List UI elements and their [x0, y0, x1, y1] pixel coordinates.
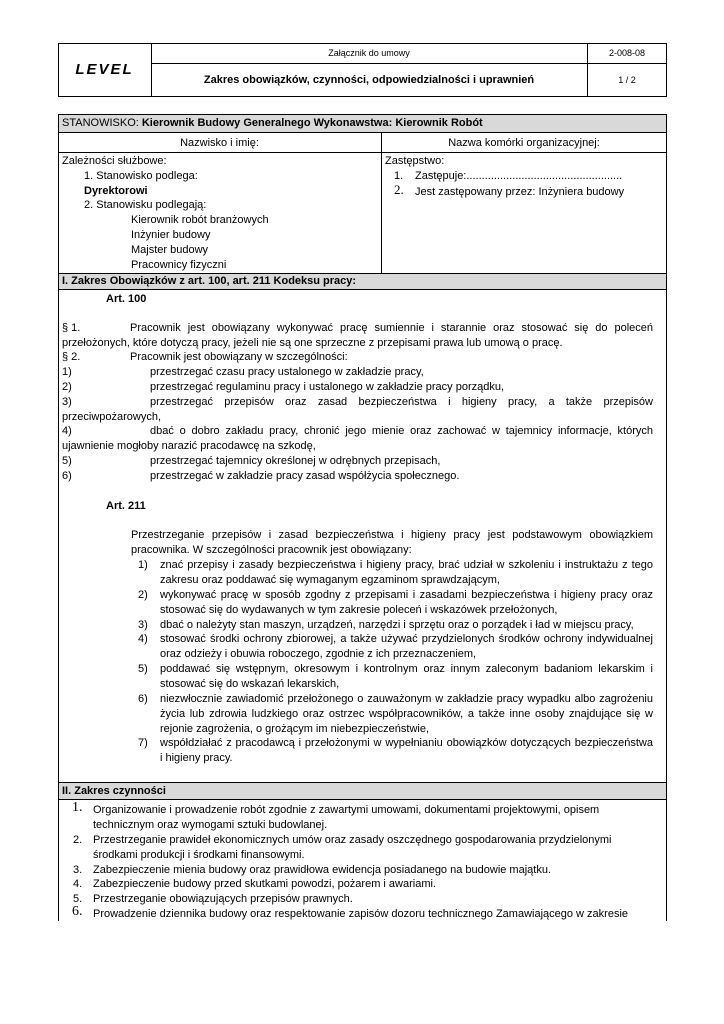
art211-heading: Art. 211	[106, 500, 146, 512]
duty-num: 5)	[138, 663, 148, 675]
obligation-line: przestrzegać w zakładzie pracy zasad współżycia społecznego.	[150, 470, 460, 482]
activity-num: 1.	[72, 800, 83, 815]
activity-num: 5.	[73, 893, 83, 905]
art211-intro-line: Przestrzeganie przepisów i zasad bezpieczeństwa i higieny pracy jest podstawowym obowiązkiem	[131, 529, 653, 541]
substitution-heading: Zastępstwo:	[385, 155, 445, 167]
name-label: Nazwisko i imię:	[180, 137, 259, 149]
duty-num: 4)	[138, 633, 148, 645]
paragraph1-line: Pracownik jest obowiązany wykonywać pracę sumiennie i starannie oraz stosować się do poleceń	[130, 322, 653, 334]
obligation-line: przestrzegać czasu pracy ustalonego w zakładzie pracy,	[150, 366, 424, 378]
duty-line: współdziałać z pracodawcą i przełożonymi w wypełnianiu obowiązków dotyczących bezpieczeństwa	[160, 737, 653, 749]
annex-label: Załącznik do umowy	[328, 48, 410, 58]
duty-num: 2)	[138, 589, 148, 601]
relations-superior: Dyrektorowi	[84, 185, 148, 197]
company-logo: LEVEL	[75, 61, 134, 78]
subordinate-item: Inżynier budowy	[131, 229, 211, 241]
activity-num: 4.	[73, 878, 83, 890]
obligation-line: przestrzegać regulaminu pracy i ustalonego w zakładzie pracy porządku,	[150, 381, 505, 393]
duty-line: rejonie zagrożenia, o grożącym im niebezpieczeństwie,	[160, 723, 430, 735]
activity-line: technicznym oraz wymogami sztuki budowlanej.	[93, 819, 328, 831]
paragraph1-line: przełożonych, które dotyczą pracy, jeżeli nie są one sprzeczne z przepisami prawa lub umową o pracę.	[62, 337, 563, 349]
paragraph1-label: § 1.	[62, 322, 81, 334]
duty-line: i higieny pracy.	[160, 752, 233, 764]
substitution-item-num: 1.	[394, 170, 404, 182]
document-number: 2-008-08	[608, 48, 646, 58]
obligation-num: 6)	[62, 470, 72, 482]
obligation-num: 4)	[62, 425, 72, 437]
paragraph2-text: Pracownik jest obowiązany w szczególności:	[130, 351, 348, 363]
duty-num: 6)	[138, 693, 148, 705]
activity-num: 2.	[73, 834, 83, 846]
section1-title: I. Zakres Obowiązków z art. 100, art. 211 Kodeksu pracy:	[62, 275, 357, 287]
duty-line: życia lub zdrowia ludzkiego oraz ostrzec współpracowników, a także inne osoby znajdujące się w	[160, 708, 653, 720]
activity-num: 3.	[73, 864, 83, 876]
substitution-item-num: 2.	[394, 182, 404, 197]
activity-line: Przestrzeganie prawideł ekonomicznych umów oraz zasady oszczędnego gospodarowania przydzielonymi	[93, 834, 612, 846]
duty-line: wykonywać pracę w sposób zgodny z przepisami i zasadami bezpieczeństwa i higieny pracy oraz	[160, 589, 653, 601]
art211-intro-line: pracownika. W szczególności pracownik jest obowiązany:	[131, 544, 412, 556]
position-title: STANOWISKO: Kierownik Budowy Generalnego Wykonawstwa: Kierownik Robót	[62, 117, 483, 129]
duty-line: stosować się do wskazań lekarskich,	[160, 678, 340, 690]
obligation-line: przestrzegać tajemnicy określonej w odrębnych przepisach,	[150, 455, 441, 467]
subordinate-item: Pracownicy fizyczni	[131, 259, 227, 271]
subordinate-item: Kierownik robót branżowych	[131, 214, 269, 226]
activity-line: Zabezpieczenie mienia budowy oraz prawidłowa ewidencja posiadanego na budowie majątku.	[93, 864, 552, 876]
duty-line: poddawać się wstępnym, okresowym i kontrolnym oraz innym zaleconym badaniom lekarskim i	[160, 663, 653, 675]
obligation-num: 2)	[62, 381, 72, 393]
relations-heading: Zależności służbowe:	[62, 155, 167, 167]
subordinate-item: Majster budowy	[131, 244, 209, 256]
activity-line: środkami produkcji i środkami finansowymi.	[93, 849, 305, 861]
activity-line: Zabezpieczenie budowy przed skutkami powodzi, pożarem i awariami.	[93, 878, 436, 890]
activity-line: Organizowanie i prowadzenie robót zgodnie z zawartymi umowami, dokumentami projektowymi, opisem	[93, 804, 600, 816]
substitution-replaces: Zastępuje:...................................................	[415, 170, 623, 182]
relations-superior-label: 1. Stanowisko podlega:	[84, 170, 198, 182]
obligation-num: 5)	[62, 455, 72, 467]
paragraph2-label: § 2.	[62, 351, 81, 363]
duty-num: 1)	[138, 559, 148, 571]
obligation-line: ujawnienie mogłoby narazić pracodawcę na szkodę,	[62, 440, 316, 452]
obligation-num: 1)	[62, 366, 72, 378]
activity-line: Przestrzeganie obowiązujących przepisów prawnych.	[93, 893, 353, 905]
art100-heading: Art. 100	[106, 293, 147, 305]
obligation-num: 3)	[62, 396, 72, 408]
duty-line: stosować się do wydawanych w tym zakresie poleceń i wskazówek przełożonych,	[160, 604, 558, 616]
document-title: Zakres obowiązków, czynności, odpowiedzialności i uprawnień	[203, 74, 535, 86]
duty-line: zakresu oraz poddawać się wymaganym egzaminom sprawdzającym,	[160, 574, 500, 586]
duty-num: 7)	[138, 737, 148, 749]
section2-title: II. Zakres czynności	[62, 785, 166, 797]
obligation-line: dbać o dobro zakładu pracy, chronić jego mienie oraz zachować w tajemnicy informacje, których	[150, 425, 653, 437]
duty-line: niezwłocznie zawiadomić przełożonego o zauważonym w zakładzie pracy wypadku albo zagrożeniu	[160, 693, 653, 705]
obligation-line: przestrzegać przepisów oraz zasad bezpieczeństwa i higieny pracy, a także przepisów	[150, 396, 653, 408]
unit-label: Nazwa komórki organizacyjnej:	[448, 137, 600, 149]
duty-line: stosować środki ochrony zbiorowej, a także używać przydzielonych środków ochrony indywidualnej	[160, 633, 653, 645]
page-number: 1 / 2	[618, 75, 636, 85]
duty-line: dbać o należyty stan maszyn, urządzeń, narzędzi i sprzętu oraz o porządek i ład w miejscu pracy,	[160, 619, 634, 631]
duty-line: znać przepisy i zasady bezpieczeństwa i higieny pracy, brać udział w szkoleniu i instruktażu z tego	[160, 559, 653, 571]
duty-num: 3)	[138, 619, 148, 631]
duty-line: oraz odzieży i obuwia roboczego, zgodnie z ich przeznaczeniem,	[160, 648, 477, 660]
relations-subordinates-label: 2. Stanowisku podlegają:	[84, 199, 207, 211]
activity-line: Prowadzenie dziennika budowy oraz respektowanie zapisów dozoru technicznego Zamawiającego w zakresie	[93, 908, 629, 920]
substitution-replaced-by: Jest zastępowany przez: Inżyniera budowy	[415, 186, 625, 198]
activity-num: 6.	[72, 904, 83, 919]
obligation-line: przeciwpożarowych,	[62, 411, 162, 423]
